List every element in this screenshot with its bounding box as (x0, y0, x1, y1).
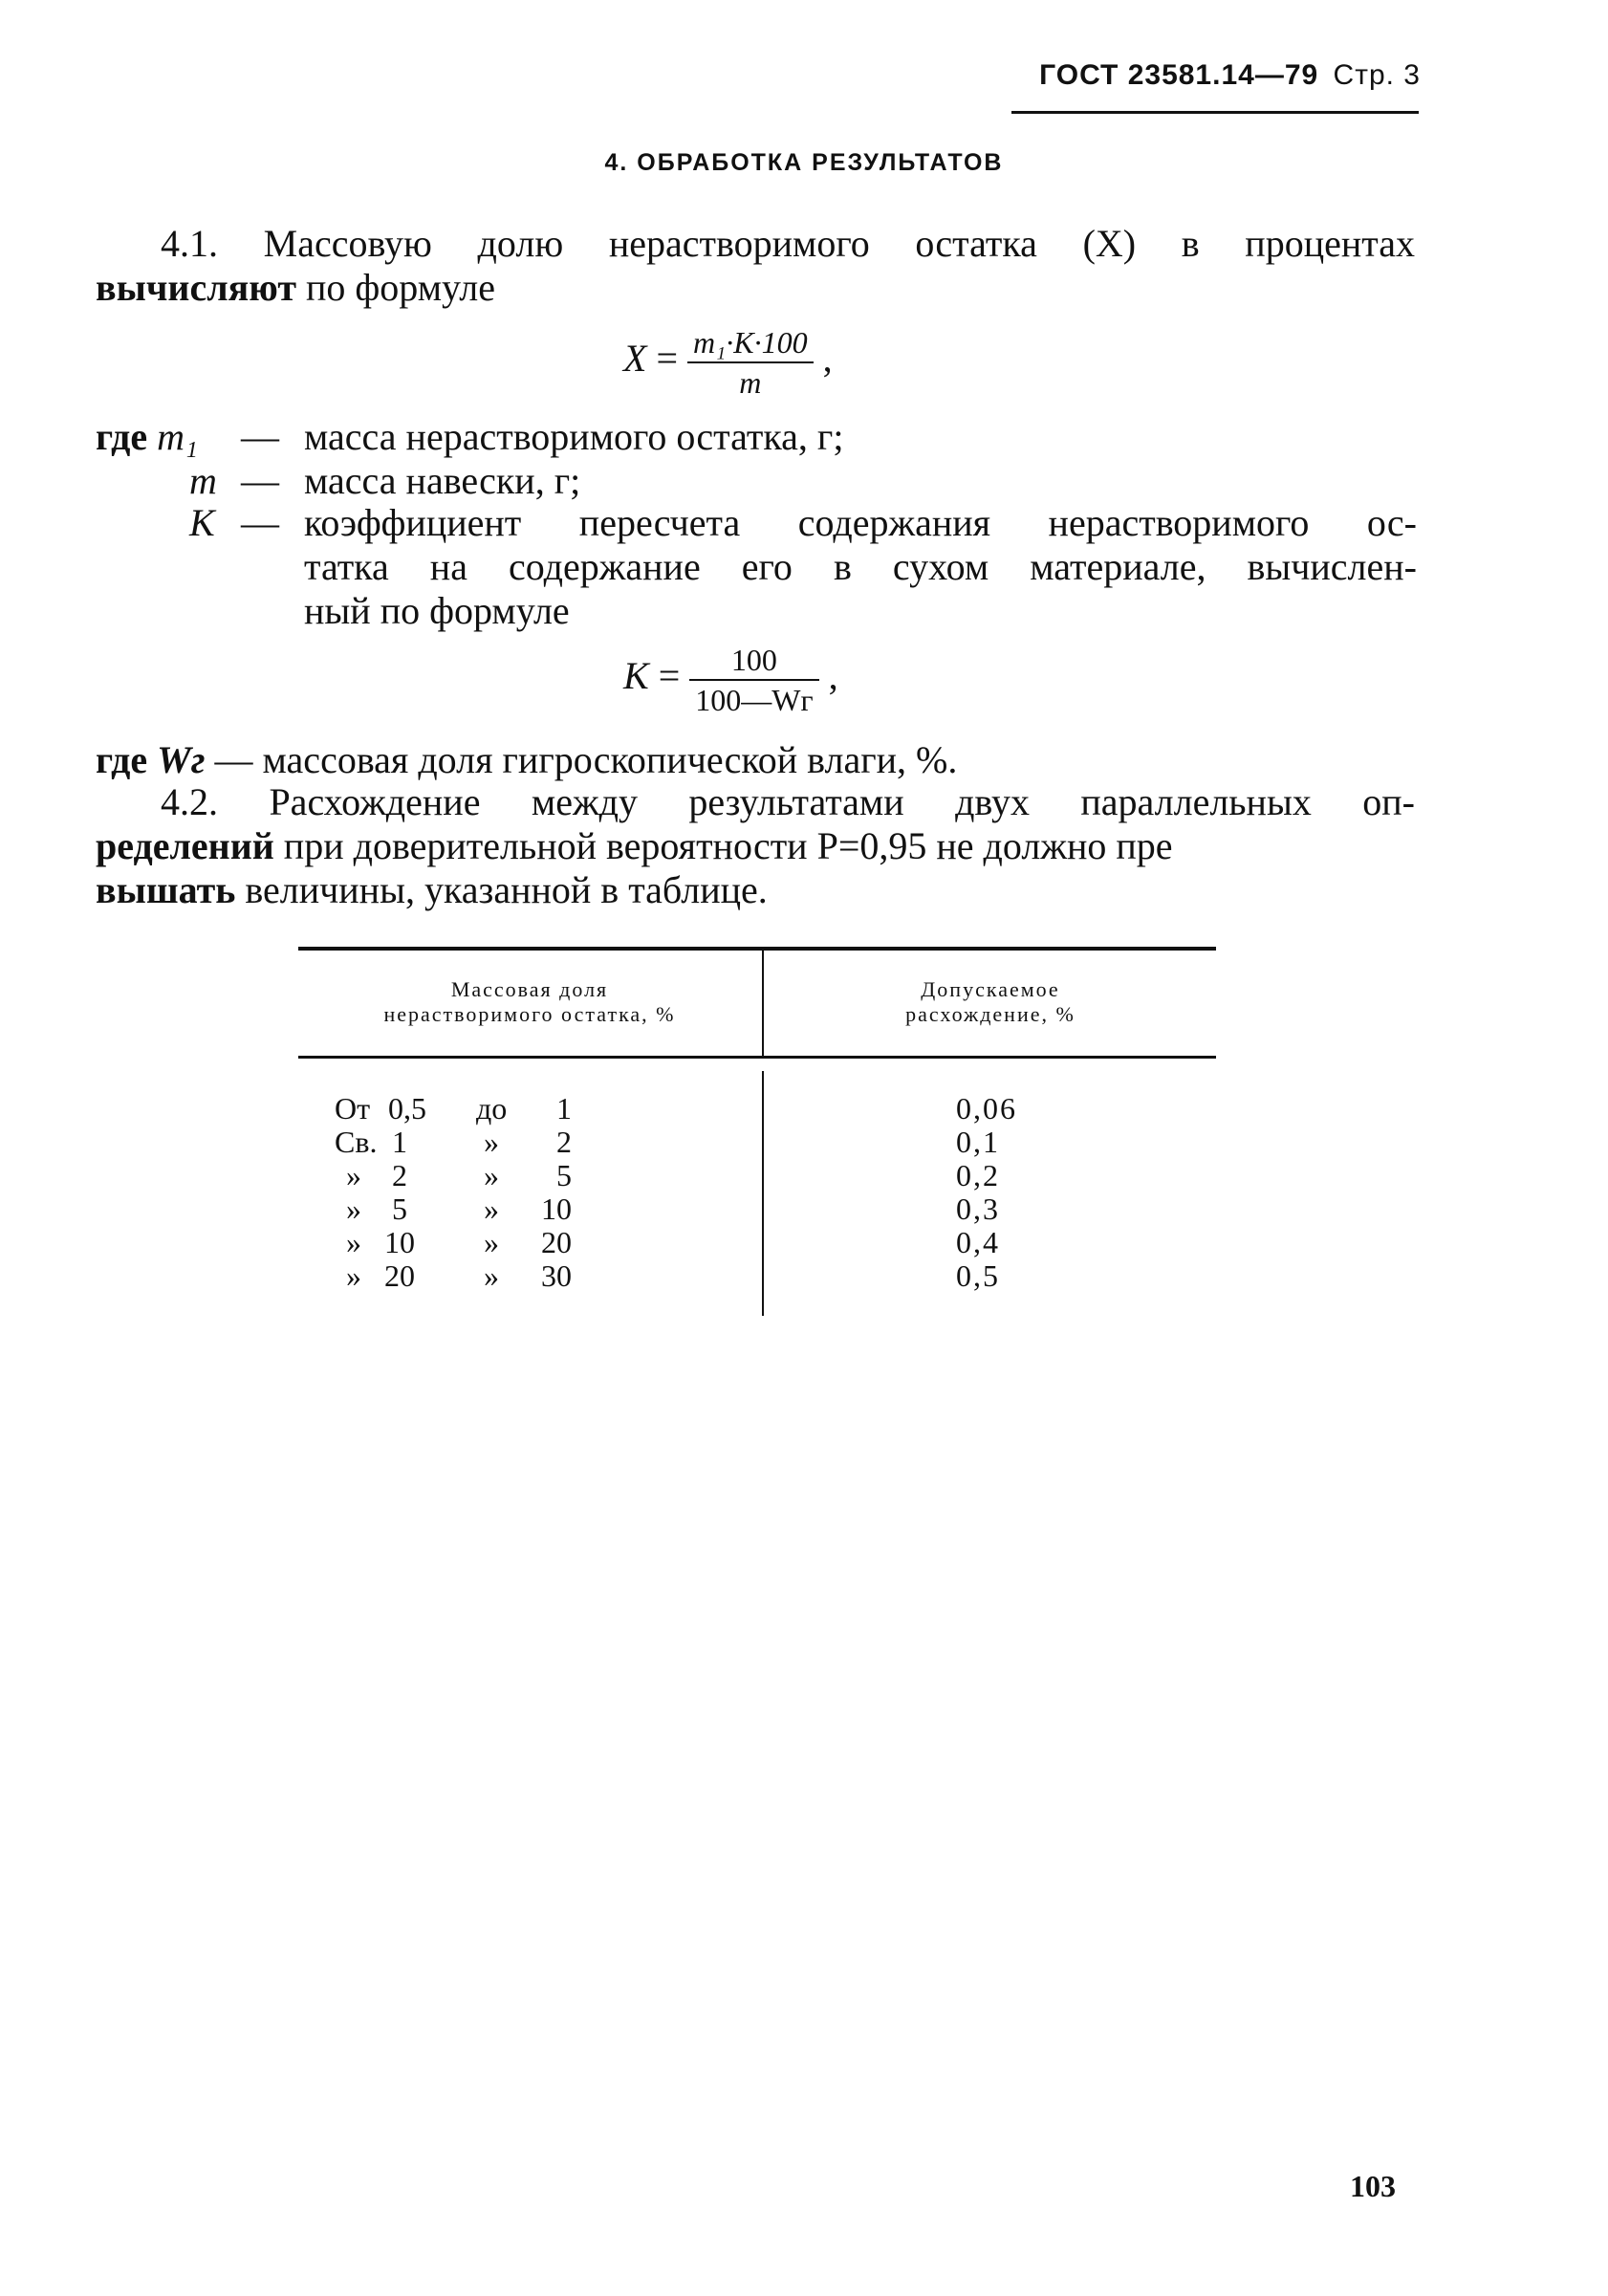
m1-dash: — (241, 415, 279, 458)
formula-x-comma: , (822, 337, 833, 381)
formula-x-fraction (687, 323, 814, 402)
table-header-divider (762, 951, 764, 1056)
formula-k-comma: , (828, 654, 838, 698)
row-value: 0,5 (956, 1258, 1000, 1293)
formula-x-denominator: m (739, 365, 762, 400)
row-value: 0,1 (956, 1125, 1000, 1159)
formula-x (623, 323, 833, 402)
determinations-word: ределений (96, 824, 274, 867)
page-ref: Стр. 3 (1333, 59, 1421, 91)
row-to-word: » (484, 1192, 499, 1226)
where-word: где (96, 415, 148, 458)
formula-x-lhs: X (623, 337, 647, 381)
row-to-word: » (484, 1258, 499, 1293)
row-to-word: до (476, 1091, 508, 1126)
paragraph-4-2-line3 (96, 868, 768, 912)
m-description: масса навески, г; (304, 459, 581, 502)
k-dash: — (241, 501, 279, 544)
row-value: 0,4 (956, 1225, 1000, 1259)
table-body-divider (762, 1071, 764, 1316)
row-from: 0,5 (388, 1091, 426, 1126)
row-to: 2 (556, 1125, 572, 1159)
row-prefix: » (346, 1258, 361, 1293)
formula-k-denominator: 100—Wг (695, 683, 814, 717)
row-prefix: » (346, 1225, 361, 1259)
table-header-col2-line1: Допускаемое (921, 977, 1060, 1001)
row-from: 2 (392, 1158, 407, 1192)
page-number: 103 (1350, 2169, 1396, 2203)
row-to: 1 (556, 1091, 572, 1126)
m-dash: — (241, 459, 279, 502)
row-from: 20 (384, 1258, 415, 1293)
formula-x-equals: = (656, 337, 678, 381)
k-description-line1: коэффициент пересчета содержания нерастворимого ос- (304, 501, 1417, 544)
row-from: 5 (392, 1192, 407, 1226)
row-to: 30 (541, 1258, 572, 1293)
table-header-col1-line2: нерастворимого остатка, % (383, 1002, 676, 1026)
standard-code: ГОСТ 23581.14—79 (1039, 59, 1319, 91)
row-prefix: » (346, 1192, 361, 1226)
section-title: 4. ОБРАБОТКА РЕЗУЛЬТАТОВ (604, 149, 1004, 176)
k-description-line3: ный по формуле (304, 589, 570, 632)
row-value: 0,06 (956, 1091, 1017, 1126)
paragraph-4-2-line3-rest: величины, указанной в таблице. (245, 868, 768, 911)
row-to: 20 (541, 1225, 572, 1259)
exceed-word: вышать (96, 868, 236, 911)
row-to: 5 (556, 1158, 572, 1192)
paragraph-4-2-line2-rest: при доверительной вероятности P=0,95 не должно пре (283, 824, 1173, 867)
formula-k-lhs: K (623, 654, 649, 698)
k-description-line2: татка на содержание его в сухом материале, вычислен- (304, 545, 1417, 588)
formula-x-numerator: m₁·K·100 (687, 323, 814, 363)
definition-m1 (96, 415, 198, 459)
computed-word: вычисляют (96, 266, 296, 309)
m1-description: масса нерастворимого остатка, г; (304, 415, 844, 458)
row-from: 10 (384, 1225, 415, 1259)
table-header-col2 (765, 977, 1216, 1027)
paragraph-4-2-line2 (96, 824, 1173, 868)
paragraph-4-1-line2 (96, 266, 495, 310)
formula-k (623, 641, 838, 719)
table-header-col1 (298, 977, 761, 1027)
row-to-word: » (484, 1225, 499, 1259)
row-value: 0,2 (956, 1158, 1000, 1192)
definition-w (96, 738, 957, 782)
w-symbol: Wг (157, 738, 206, 781)
formula-k-numerator: 100 (689, 641, 818, 681)
header-rule (1011, 111, 1419, 114)
formula-k-fraction (689, 641, 818, 719)
row-prefix: Св. (335, 1125, 378, 1159)
formula-k-equals: = (658, 654, 681, 698)
row-to: 10 (541, 1192, 572, 1226)
table-header-col1-line1: Массовая доля (450, 977, 609, 1001)
paragraph-4-2-line1: 4.2. Расхождение между результатами двух параллельных оп- (161, 780, 1415, 823)
table-header-col2-line2: расхождение, % (905, 1002, 1076, 1026)
where-word-2: где (96, 738, 148, 781)
table-top-rule (298, 947, 1216, 951)
m-symbol: m (189, 459, 217, 502)
row-to-word: » (484, 1158, 499, 1192)
row-value: 0,3 (956, 1192, 1000, 1226)
row-to-word: » (484, 1125, 499, 1159)
row-prefix: » (346, 1158, 361, 1192)
table-header-rule (298, 1056, 1216, 1059)
by-formula-text: по формуле (305, 266, 495, 309)
page-header (1039, 59, 1421, 92)
paragraph-4-1-line1: 4.1. Массовую долю нерастворимого остатка (X) в процентах (161, 222, 1415, 265)
w-description: — массовая доля гигроскопической влаги, %. (214, 738, 958, 781)
row-prefix: От (335, 1091, 371, 1126)
k-symbol: K (189, 501, 215, 544)
row-from: 1 (392, 1125, 407, 1159)
m1-symbol: m₁ (157, 415, 198, 458)
